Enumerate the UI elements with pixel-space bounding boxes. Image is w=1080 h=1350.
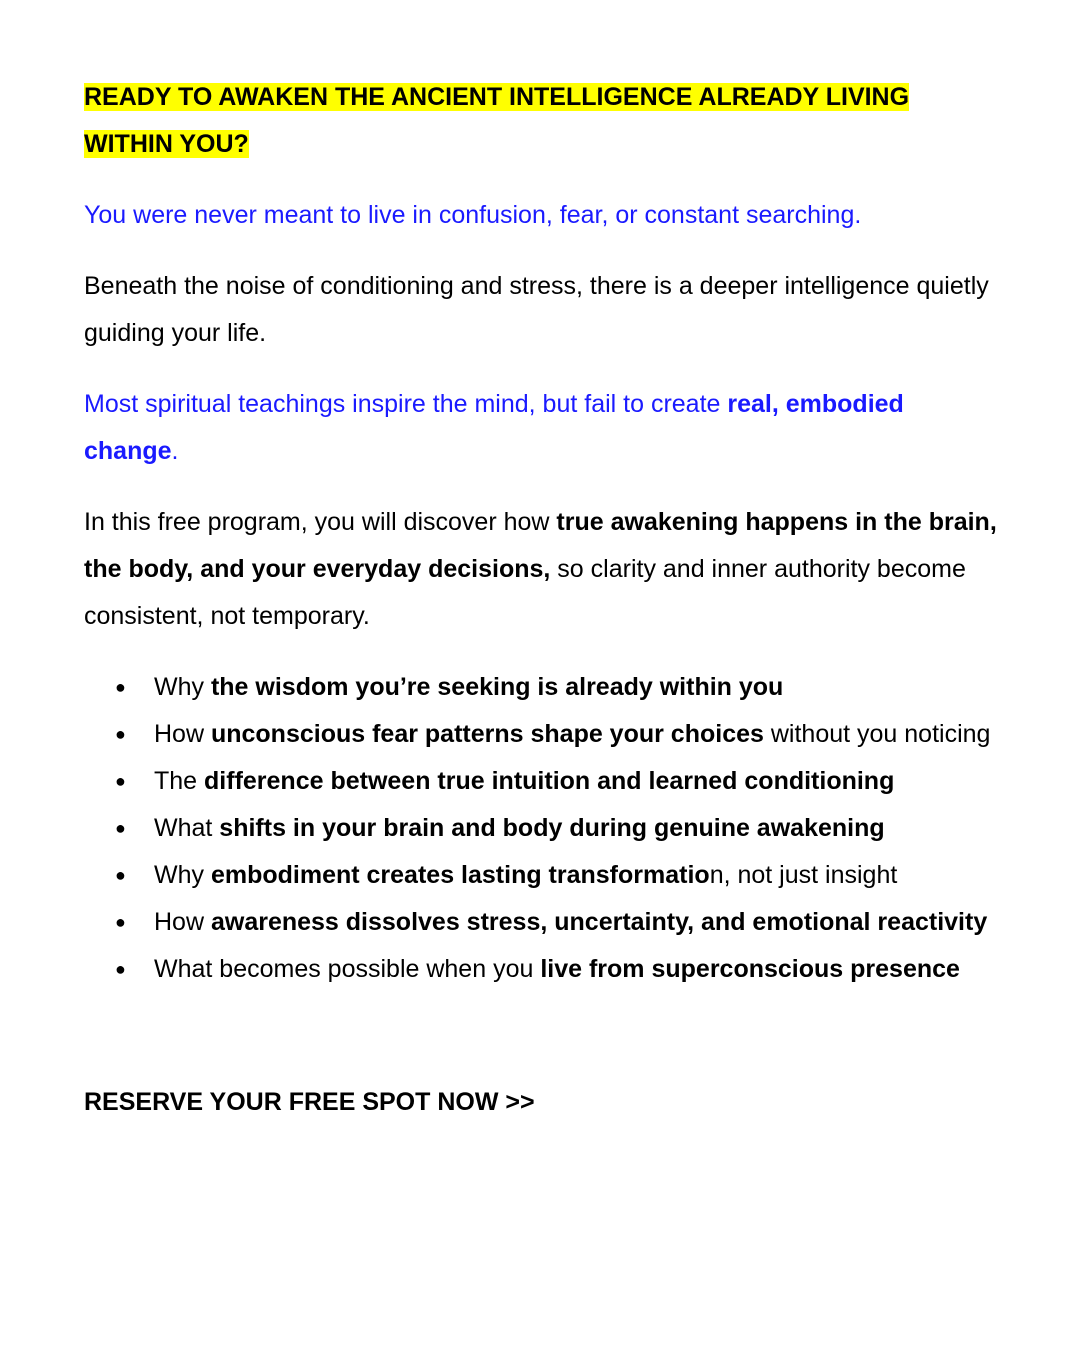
list-item — [115, 946, 1004, 993]
document-page — [84, 74, 1004, 1126]
spiritual-teachings-end: . — [171, 437, 179, 465]
program-paragraph — [84, 499, 1004, 640]
bullet-icon: ● — [115, 959, 126, 979]
list-item — [115, 664, 1004, 711]
bullet-bold: awareness dissolves stress, uncertainty, and emotional reactivity — [210, 908, 988, 936]
bullet-post: without you noticing — [763, 720, 991, 748]
spiritual-teachings-paragraph — [84, 381, 1004, 475]
intro-line: You were never meant to live in confusion, fear, or constant searching. — [84, 201, 862, 229]
bullet-icon: ● — [115, 912, 126, 932]
bullet-icon: ● — [115, 677, 126, 697]
program-post: so clarity and inner authority become consistent, not temporary. — [84, 555, 966, 630]
bullet-bold: difference between true intuition and learned conditioning — [204, 767, 895, 795]
bullet-icon: ● — [115, 865, 126, 885]
list-item — [115, 758, 1004, 805]
bullet-pre: The — [154, 767, 205, 795]
list-item — [115, 805, 1004, 852]
bullet-bold: the wisdom you’re seeking is already within you — [210, 673, 784, 701]
bullet-icon: ● — [115, 724, 126, 744]
headline — [84, 74, 1004, 168]
program-pre: In this free program, you will discover how — [84, 508, 557, 536]
bullet-post: n, not just insight — [709, 861, 898, 889]
beneath-paragraph: Beneath the noise of conditioning and stress, there is a deeper intelligence quietly guiding your life. — [84, 272, 989, 347]
bullet-bold: embodiment creates lasting transformatio — [210, 861, 710, 889]
bullet-pre: What becomes possible when you — [154, 955, 541, 983]
bullet-pre: How — [154, 908, 211, 936]
spiritual-teachings-bold: real, embodied change — [84, 390, 904, 465]
bullet-bold: live from superconscious presence — [540, 955, 960, 983]
bullet-pre: Why — [154, 861, 211, 889]
headline-highlight: READY TO AWAKEN THE ANCIENT INTELLIGENCE ALREADY LIVING WITHIN YOU? — [84, 83, 910, 158]
list-item — [115, 899, 1004, 946]
program-bold: true awakening happens in the brain, the body, and your everyday decisions, — [84, 508, 997, 583]
bullet-bold: unconscious fear patterns shape your choices — [210, 720, 764, 748]
bullet-pre: How — [154, 720, 211, 748]
bullet-icon: ● — [115, 771, 126, 791]
bullet-pre: What — [154, 814, 220, 842]
bullet-bold: shifts in your brain and body during genuine awakening — [219, 814, 885, 842]
list-item — [115, 852, 1004, 899]
bullet-icon: ● — [115, 818, 126, 838]
spiritual-teachings-text: Most spiritual teachings inspire the mind, but fail to create — [84, 390, 728, 418]
reserve-spot-cta[interactable]: RESERVE YOUR FREE SPOT NOW >> — [84, 1088, 535, 1116]
benefits-list — [84, 664, 1004, 993]
bullet-pre: Why — [154, 673, 211, 701]
list-item — [115, 711, 1004, 758]
